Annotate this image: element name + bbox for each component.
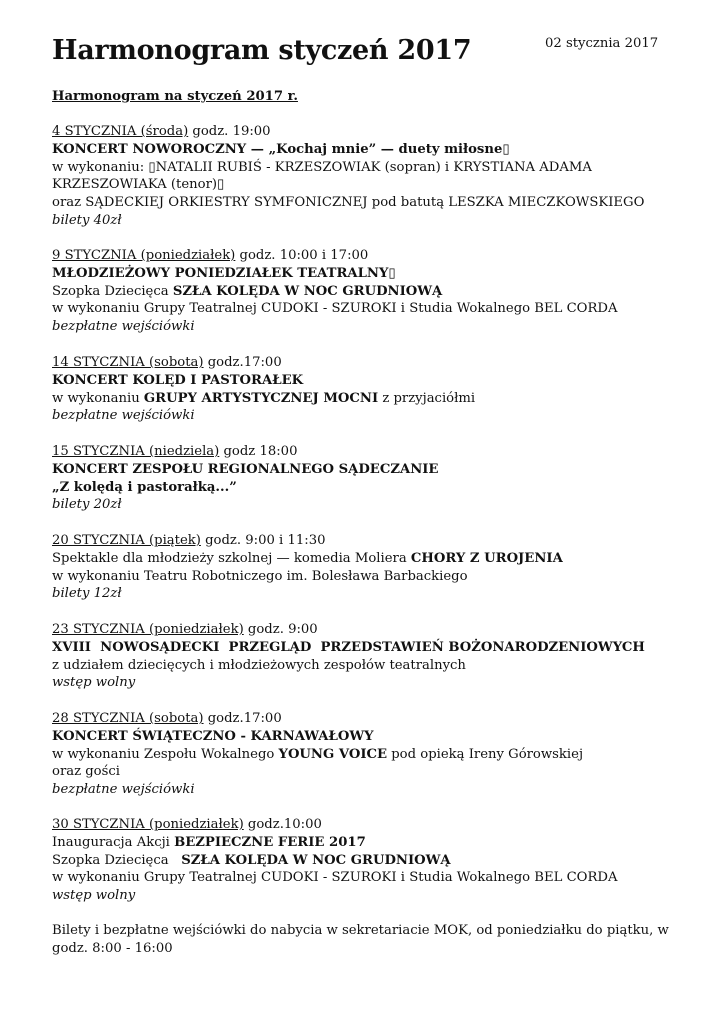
event-price: bilety 20zł bbox=[52, 497, 122, 513]
event-jan-20 bbox=[52, 532, 677, 603]
event-price: bezpłatne wejściówki bbox=[52, 782, 195, 798]
event-line-prefix: Szopka Dziecięca bbox=[52, 852, 182, 868]
event-date: 14 STYCZNIA (sobota) bbox=[52, 355, 204, 370]
event-time: godz.17:00 bbox=[203, 711, 282, 726]
event-subtitle: „Z kolędą i pastorałką...” bbox=[52, 479, 237, 495]
event-title: KONCERT NOWOROCZNY — „Kochaj mnie” — duety miłosne bbox=[52, 141, 503, 157]
page-title: Harmonogram styczeń 2017 bbox=[52, 35, 472, 66]
event-line-prefix: Spektakle dla młodzieży szkolnej — komedia Moliera bbox=[52, 550, 411, 566]
event-time: godz. 9:00 bbox=[243, 622, 318, 637]
event-line-prefix: w wykonaniu bbox=[52, 390, 144, 406]
section-subtitle: Harmonogram na styczeń 2017 r. bbox=[52, 89, 298, 104]
event-jan-23 bbox=[52, 621, 677, 692]
event-performers: w wykonaniu Grupy Teatralnej CUDOKI - SZUROKI i Studia Wokalnego BEL CORDA bbox=[52, 301, 618, 317]
event-date: 9 STYCZNIA (poniedziałek) bbox=[52, 248, 236, 263]
event-line-suffix: z przyjaciółmi bbox=[378, 390, 476, 406]
event-line-prefix: Inauguracja Akcji bbox=[52, 834, 175, 850]
event-price: wstęp wolny bbox=[52, 675, 136, 691]
event-title: XVIII NOWOSĄDECKI PRZEGLĄD PRZEDSTAWIEŃ BOŻONARODZENIOWYCH bbox=[52, 639, 645, 655]
event-date: 30 STYCZNIA (poniedziałek) bbox=[52, 817, 244, 832]
event-description: z udziałem dziecięcych i młodzieżowych zespołów teatralnych bbox=[52, 657, 466, 673]
event-time: godz.17:00 bbox=[203, 355, 282, 370]
event-performers: w wykonaniu Grupy Teatralnej CUDOKI - SZUROKI i Studia Wokalnego BEL CORDA bbox=[52, 870, 618, 886]
event-date: 28 STYCZNIA (sobota) bbox=[52, 711, 204, 726]
event-time: godz. 9:00 i 11:30 bbox=[200, 533, 326, 548]
event-time: godz.10:00 bbox=[243, 817, 322, 832]
event-title: MŁODZIEŻOWY PONIEDZIAŁEK TEATRALNY bbox=[52, 265, 389, 281]
event-jan-28 bbox=[52, 710, 677, 799]
event-line-bold: GRUPY ARTYSTYCZNEJ MOCNI bbox=[143, 390, 379, 406]
document-date: 02 stycznia 2017 bbox=[545, 36, 659, 51]
missing-glyph-icon: ▯ bbox=[217, 177, 225, 193]
event-price: wstęp wolny bbox=[52, 888, 136, 904]
event-extra: oraz SĄDECKIEJ ORKIESTRY SYMFONICZNEJ pod batutą LESZKA MIECZKOWSKIEGO bbox=[52, 195, 645, 211]
event-line-bold: CHORY Z UROJENIA bbox=[410, 550, 563, 566]
event-jan-30 bbox=[52, 816, 677, 905]
event-guests: oraz gości bbox=[52, 764, 120, 780]
footer-note: Bilety i bezpłatne wejściówki do nabycia w sekretariacie MOK, od poniedziałku do piątku, w godz. 8:00 - 16:00 bbox=[52, 923, 669, 956]
event-line-bold: YOUNG VOICE bbox=[278, 746, 388, 762]
event-line-suffix: pod opieką Ireny Górowskiej bbox=[387, 746, 584, 762]
event-date: 20 STYCZNIA (piątek) bbox=[52, 533, 201, 548]
event-time: godz. 10:00 i 17:00 bbox=[235, 248, 369, 263]
missing-glyph-icon: ▯ bbox=[388, 265, 396, 281]
missing-glyph-icon: ▯ bbox=[148, 159, 156, 175]
event-line-bold: SZŁA KOLĘDA W NOC GRUDNIOWĄ bbox=[172, 283, 443, 299]
event-performers-prefix: w wykonaniu: bbox=[52, 159, 149, 175]
event-jan-9 bbox=[52, 247, 677, 336]
event-date: 15 STYCZNIA (niedziela) bbox=[52, 444, 220, 459]
event-price: bezpłatne wejściówki bbox=[52, 408, 195, 424]
event-title: KONCERT ŚWIĄTECZNO - KARNAWAŁOWY bbox=[52, 728, 374, 744]
event-price: bilety 40zł bbox=[52, 212, 122, 228]
event-jan-4 bbox=[52, 123, 677, 230]
event-price: bilety 12zł bbox=[52, 586, 122, 602]
event-price: bezpłatne wejściówki bbox=[52, 319, 195, 335]
missing-glyph-icon: ▯ bbox=[502, 141, 510, 157]
event-title: KONCERT KOLĘD I PASTORAŁEK bbox=[52, 372, 304, 388]
event-jan-14 bbox=[52, 354, 677, 425]
event-time: godz 18:00 bbox=[219, 444, 298, 459]
event-line-bold: SZŁA KOLĘDA W NOC GRUDNIOWĄ bbox=[181, 852, 451, 868]
event-title: KONCERT ZESPOŁU REGIONALNEGO SĄDECZANIE bbox=[52, 461, 439, 477]
event-time: godz. 19:00 bbox=[188, 124, 271, 139]
event-date: 4 STYCZNIA (środa) bbox=[52, 124, 189, 139]
event-date: 23 STYCZNIA (poniedziałek) bbox=[52, 622, 244, 637]
event-jan-15 bbox=[52, 443, 677, 514]
event-line-bold: BEZPIECZNE FERIE 2017 bbox=[174, 834, 366, 850]
event-performers: NATALII RUBIŚ - KRZESZOWIAK (sopran) i KRYSTIANA ADAMA KRZESZOWIAKA (tenor) bbox=[52, 159, 592, 193]
event-performers: w wykonaniu Teatru Robotniczego im. Bolesława Barbackiego bbox=[52, 568, 468, 584]
event-line-prefix: w wykonaniu Zespołu Wokalnego bbox=[52, 746, 279, 762]
event-line-prefix: Szopka Dziecięca bbox=[52, 283, 173, 299]
